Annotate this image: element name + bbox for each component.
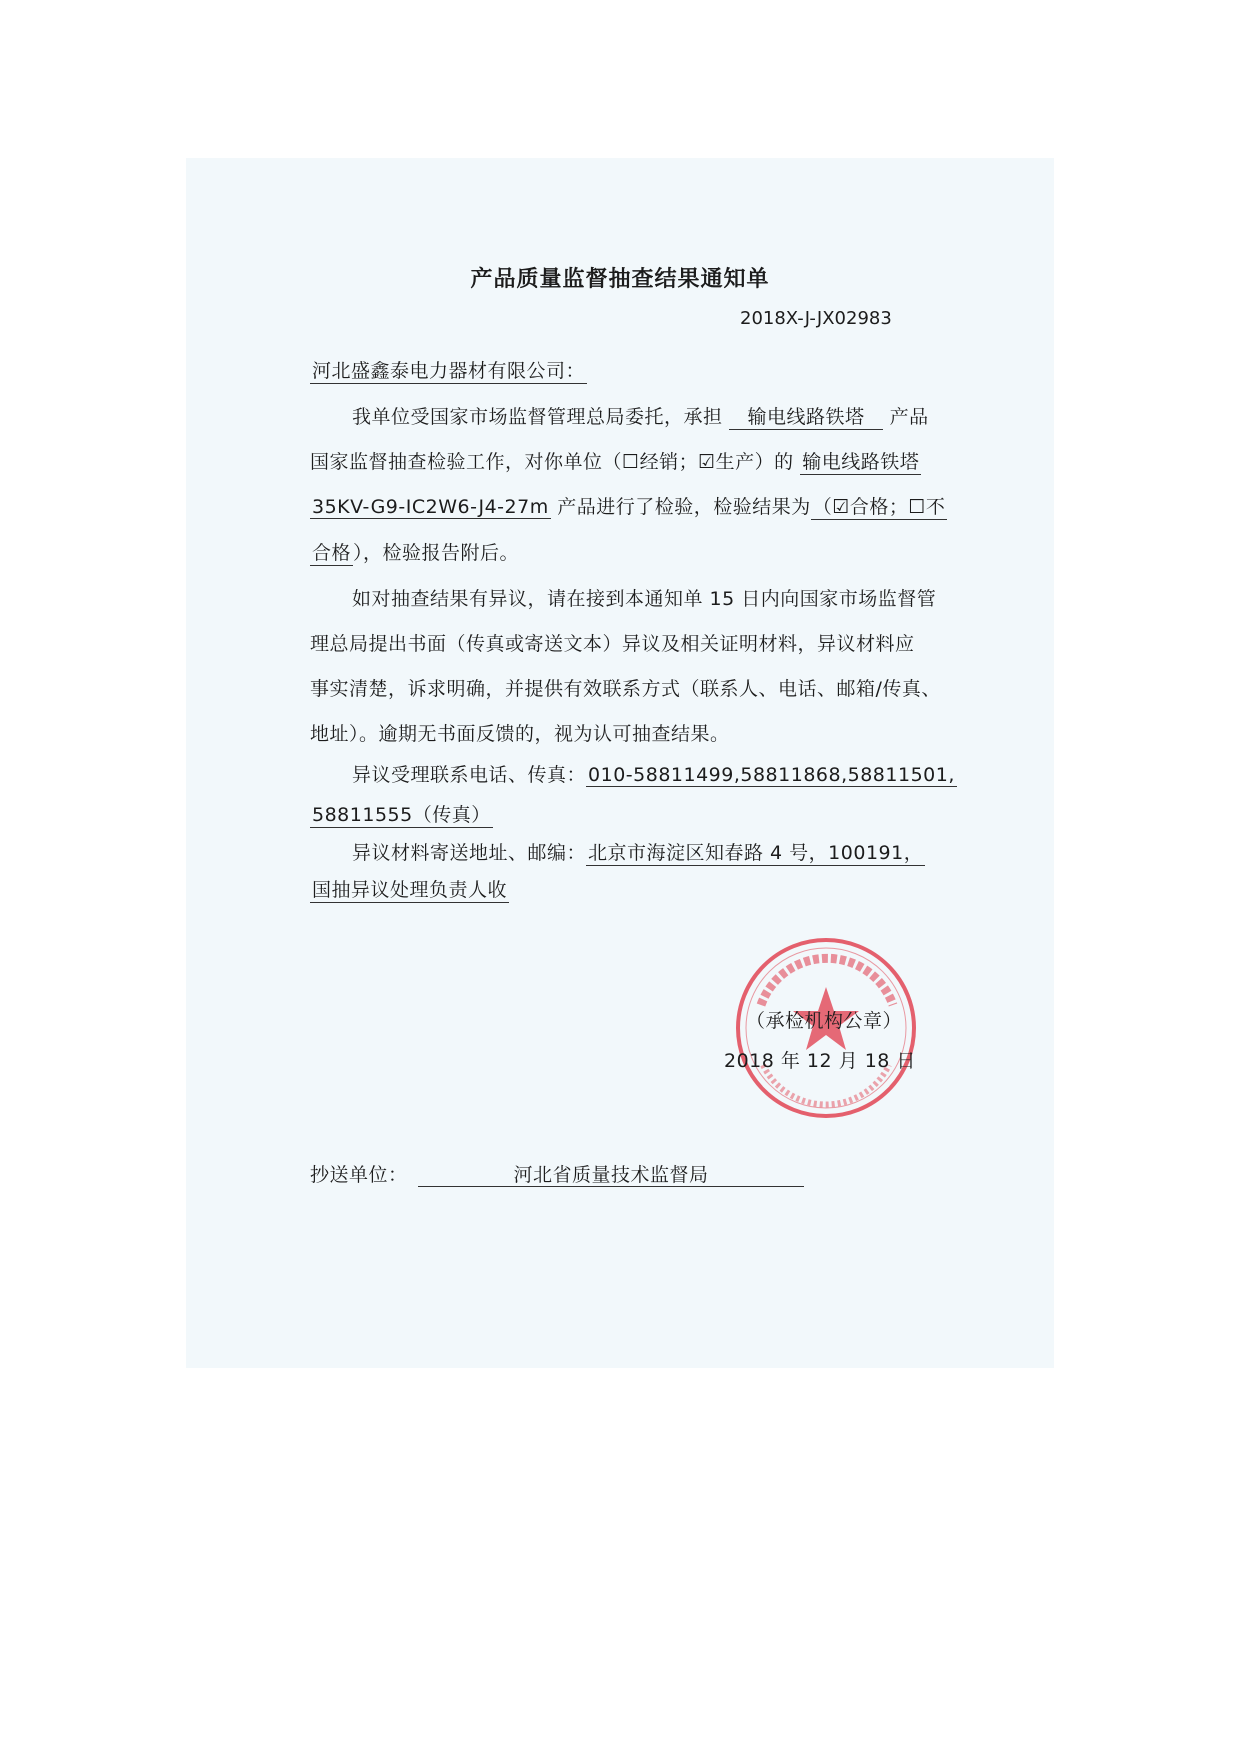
para1-line4: 合格 ），检验报告附后。 [310,538,519,566]
document-title: 产品质量监督抽查结果通知单 [470,267,770,292]
contact-fax-line [310,800,493,828]
document-number: 2018X-J-JX02983 [740,308,892,329]
cc-value: 河北省质量技术监督局 [513,1164,709,1186]
para2-line2: 理总局提出书面（传真或寄送文本）异议及相关证明材料，异议材料应 [310,633,915,655]
address-recipient-line [310,875,509,903]
para1-line2: 国家监督抽查检验工作，对你单位（☐经销；☑生产）的 输电线路铁塔 [310,447,921,475]
product-field: 输电线路铁塔 [729,402,883,430]
address-line: 异议材料寄送地址、邮编： 北京市海淀区知春路 4 号，100191， [352,838,925,866]
result-field-cont: 合格 [310,538,353,566]
product-name-field: 输电线路铁塔 [800,447,921,475]
product-model-field: 35KV-G9-IC2W6-J4-27m [312,496,549,518]
unchecked-box-icon: ☐ [908,496,926,518]
para2-line3: 事实清楚，诉求明确，并提供有效联系方式（联系人、电话、邮箱/传真、 [310,678,941,700]
address-recipient: 国抽异议处理负责人收 [310,875,509,903]
contact-phones: 010-58811499,58811868,58811501, [588,764,955,786]
recipient-name: 河北盛鑫泰电力器材有限公司： [310,356,587,384]
unchecked-box-icon: ☐ [622,451,640,473]
checked-box-icon: ☑ [832,496,850,518]
para2-line1: 如对抽查结果有异议，请在接到本通知单 15 日内向国家市场监督管 [352,588,937,610]
recipient-line [310,356,587,384]
contact-line: 异议受理联系电话、传真： 010-58811499,58811868,58811501, [352,764,955,786]
cc-label: 抄送单位： [310,1164,408,1186]
issue-date: 2018 年 12 月 18 日 [724,1050,916,1072]
checked-box-icon: ☑ [698,451,716,473]
contact-fax: 58811555（传真） [310,800,493,828]
para2-line4: 地址）。逾期无书面反馈的，视为认可抽查结果。 [310,723,730,745]
para1-line1: 我单位受国家市场监督管理总局委托，承担 输电线路铁塔 产品 [352,402,929,430]
result-field: （☑合格；☐不 [811,492,948,520]
para1-line3: 35KV-G9-IC2W6-J4-27m 产品进行了检验，检验结果为 （☑合格；☐不 [310,492,947,520]
address-value: 北京市海淀区知春路 4 号，100191， [586,838,925,866]
seal-label: （承检机构公章） [746,1010,903,1032]
